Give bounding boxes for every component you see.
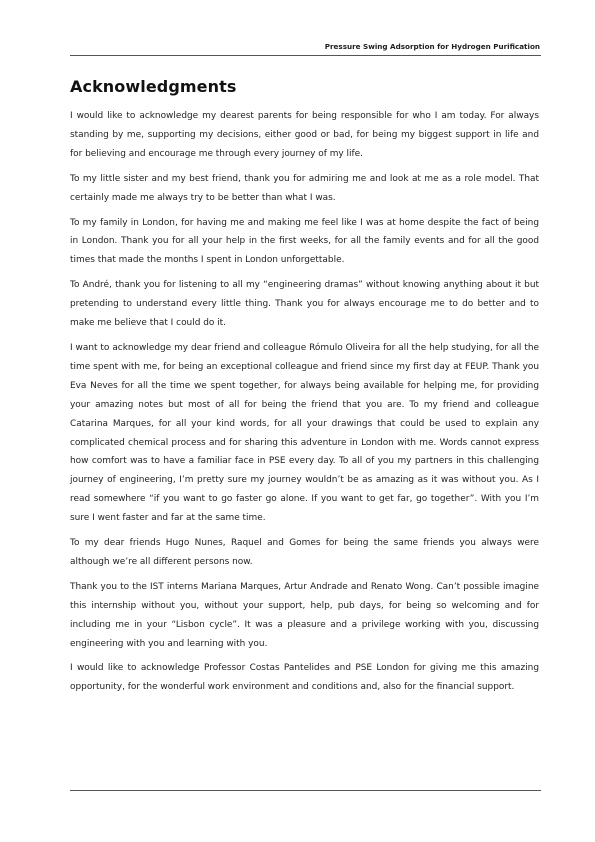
paragraph-colleagues: I want to acknowledge my dear friend and colleague Rómulo Oliveira for all the help studying, for all the time spent with me, for being an exceptional colleague and friend since my first day at FEUP. Thank you Eva Neves for all the time we spent together, for always being available for helping me, for providing your amazing notes but most of all for being the friend that you are. To my friend and colleague Catarina Marques, for all your kind words, for all your drawings that could be used to explain any complicated chemical process and for sharing this adventure in London with me. Words cannot express how comfort was to have a familiar face in PSE every day. To all of you my partners in this challenging journey of engineering, I’m pretty sure my journey wouldn’t be as amazing as it was without you. As I read somewhere “if you want to go faster go alone. If you want to get far, go together”. With you I’m sure I went faster and far at the same time. [70,342,539,524]
paragraph-friends: To my dear friends Hugo Nunes, Raquel and Gomes for being the same friends you always were although we’re all different persons now. [70,538,539,567]
paragraph-andre: To André, thank you for listening to all my “engineering dramas” without knowing anything about it but pretending to understand every little thing. Thank you for always encourage me to do better and to make me believe that I could do it. [70,280,539,329]
paragraph-family-london: To my family in London, for having me and making me feel like I was at home despite the fact of being in London. Thank you for all your help in the first weeks, for all the family events and for all the good times that made the months I spent in London unforgettable. [70,217,539,266]
paragraph-professor: I would like to acknowledge Professor Costas Pantelides and PSE London for giving me this amazing opportunity, for the wonderful work environment and conditions and, also for the financial support. [70,663,539,693]
paragraph-parents: I would like to acknowledge my dearest parents for being responsible for who I am today. For always standing by me, supporting my decisions, either good or bad, for being my biggest support in life and for believing and encourage me through every journey of my life. [70,111,539,159]
paragraph-sister: To my little sister and my best friend, thank you for admiring me and look at me as a role model. That certainly made me always try to be better than what I was. [70,173,539,203]
header-rule [70,55,541,56]
footer-rule [70,790,541,791]
page-title: Acknowledgments [70,77,237,96]
running-header: Pressure Swing Adsorption for Hydrogen Purification [324,42,540,51]
acknowledgments-body [70,107,539,703]
paragraph-ist-interns: Thank you to the IST interns Mariana Marques, Artur Andrade and Renato Wong. Can’t possible imagine this internship without you, without your support, help, pub days, for being so welcoming and for including me in your “Lisbon cycle”. It was a pleasure and a privilege working with you, discussing engineering with you and learning with you. [70,581,539,649]
